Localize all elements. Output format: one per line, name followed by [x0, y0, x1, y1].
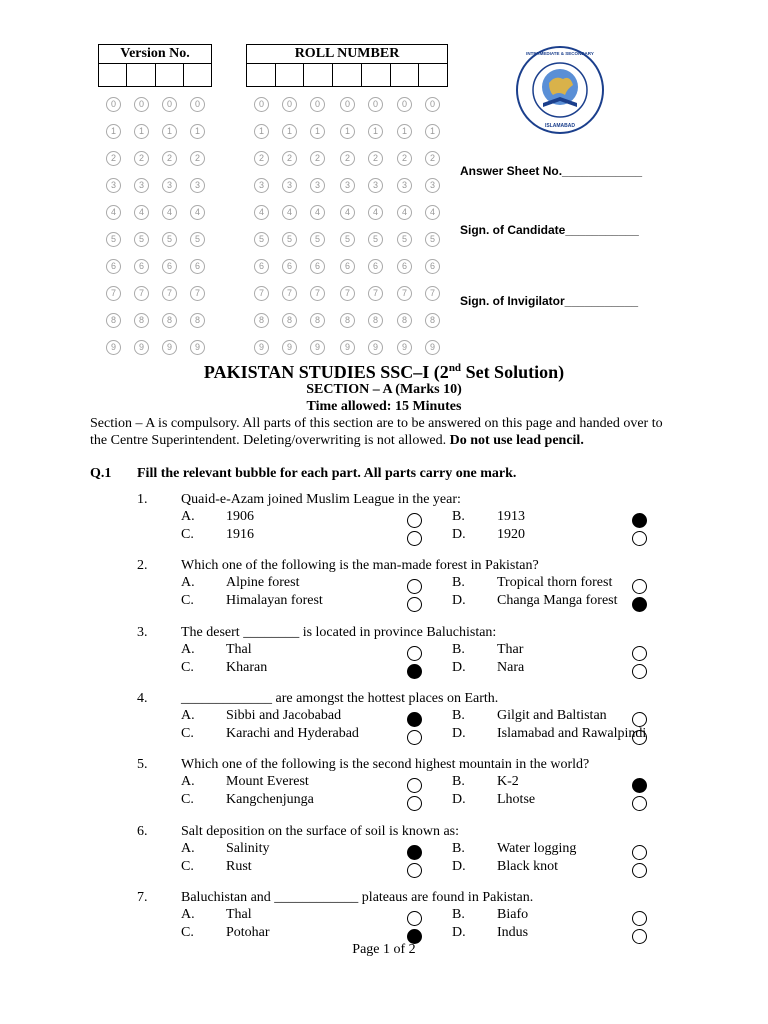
digit-bubble[interactable]: 8 [425, 313, 440, 328]
version-number-label: Version No. [99, 45, 211, 64]
option-text: Kangchenjunga [226, 792, 314, 807]
digit-bubble[interactable]: 7 [340, 286, 355, 301]
answer-bubble[interactable] [632, 730, 647, 745]
digit-bubble[interactable]: 5 [310, 232, 325, 247]
option-text: Thar [497, 642, 524, 657]
digit-bubble[interactable]: 2 [368, 151, 383, 166]
digit-bubble[interactable]: 1 [368, 124, 383, 139]
digit-bubble[interactable]: 3 [106, 178, 121, 193]
option-text: Alpine forest [226, 575, 300, 590]
answer-bubble[interactable] [407, 664, 422, 679]
option-letter: A. [181, 642, 195, 657]
digit-bubble[interactable]: 4 [190, 205, 205, 220]
option-letter: D. [452, 726, 466, 741]
answer-bubble[interactable] [407, 531, 422, 546]
question-number: 2. [137, 558, 148, 573]
answer-sheet-number-field[interactable]: Answer Sheet No.____________ [460, 164, 643, 178]
digit-bubble[interactable]: 2 [340, 151, 355, 166]
digit-bubble[interactable]: 1 [340, 124, 355, 139]
digit-bubble[interactable]: 9 [106, 340, 121, 355]
digit-bubble[interactable]: 5 [190, 232, 205, 247]
digit-bubble[interactable]: 0 [134, 97, 149, 112]
digit-bubble[interactable]: 0 [397, 97, 412, 112]
option-text: Potohar [226, 925, 270, 940]
option-text: Sibbi and Jacobabad [226, 708, 342, 723]
digit-bubble[interactable]: 4 [310, 205, 325, 220]
option-text: 1916 [226, 527, 254, 542]
option-text: Biafo [497, 907, 529, 922]
digit-bubble[interactable]: 2 [254, 151, 269, 166]
digit-bubble[interactable]: 3 [190, 178, 205, 193]
option-letter: C. [181, 859, 194, 874]
digit-bubble[interactable]: 9 [340, 340, 355, 355]
digit-bubble[interactable]: 6 [134, 259, 149, 274]
answer-bubble[interactable] [632, 531, 647, 546]
option-letter: B. [452, 841, 465, 856]
option-text: Himalayan forest [226, 593, 323, 608]
option-letter: A. [181, 841, 195, 856]
digit-bubble[interactable]: 5 [340, 232, 355, 247]
digit-bubble[interactable]: 3 [340, 178, 355, 193]
version-number-box [98, 44, 212, 87]
option-letter: C. [181, 593, 194, 608]
answer-bubble[interactable] [632, 863, 647, 878]
digit-bubble[interactable]: 7 [106, 286, 121, 301]
svg-text:INTERMEDIATE & SECONDARY: INTERMEDIATE & SECONDARY [526, 51, 594, 56]
section-heading: SECTION – A (Marks 10) [306, 382, 462, 397]
digit-bubble[interactable]: 1 [134, 124, 149, 139]
option-letter: B. [452, 774, 465, 789]
digit-bubble[interactable]: 2 [310, 151, 325, 166]
digit-bubble[interactable]: 9 [368, 340, 383, 355]
digit-bubble[interactable]: 1 [162, 124, 177, 139]
digit-bubble[interactable]: 6 [340, 259, 355, 274]
digit-bubble[interactable]: 3 [254, 178, 269, 193]
answer-bubble[interactable] [407, 845, 422, 860]
option-text: Rust [226, 859, 252, 874]
answer-bubble[interactable] [407, 796, 422, 811]
option-text: Changa Manga forest [497, 593, 618, 608]
question-number: 4. [137, 691, 148, 706]
option-text: Nara [497, 660, 525, 675]
answer-bubble[interactable] [407, 597, 422, 612]
digit-bubble[interactable]: 4 [340, 205, 355, 220]
digit-bubble-column [254, 97, 270, 367]
answer-bubble[interactable] [632, 845, 647, 860]
digit-bubble[interactable]: 4 [162, 205, 177, 220]
question-text: Salt deposition on the surface of soil is known as: [181, 824, 460, 839]
answer-bubble[interactable] [632, 778, 647, 793]
digit-bubble[interactable]: 6 [282, 259, 297, 274]
option-letter: B. [452, 642, 465, 657]
digit-bubble[interactable]: 4 [397, 205, 412, 220]
digit-bubble[interactable]: 0 [340, 97, 355, 112]
answer-bubble[interactable] [632, 513, 647, 528]
digit-bubble[interactable]: 1 [106, 124, 121, 139]
digit-bubble[interactable]: 1 [425, 124, 440, 139]
option-text: K-2 [497, 774, 519, 789]
digit-bubble[interactable]: 3 [134, 178, 149, 193]
digit-bubble[interactable]: 9 [254, 340, 269, 355]
question-text: Quaid-e-Azam joined Muslim League in the year: [181, 492, 461, 507]
option-text: 1913 [497, 509, 525, 524]
option-text: Thal [226, 642, 252, 657]
digit-bubble[interactable]: 0 [254, 97, 269, 112]
answer-bubble[interactable] [632, 911, 647, 926]
digit-bubble[interactable]: 6 [397, 259, 412, 274]
digit-bubble[interactable]: 4 [106, 205, 121, 220]
answer-bubble[interactable] [407, 712, 422, 727]
question-number: 7. [137, 890, 148, 905]
digit-bubble[interactable]: 8 [106, 313, 121, 328]
option-letter: A. [181, 774, 195, 789]
digit-bubble[interactable]: 3 [425, 178, 440, 193]
digit-bubble[interactable]: 4 [254, 205, 269, 220]
digit-bubble[interactable]: 1 [310, 124, 325, 139]
option-text: Water logging [497, 841, 577, 856]
digit-bubble-column [310, 97, 326, 367]
option-text: Thal [226, 907, 252, 922]
digit-bubble[interactable]: 9 [134, 340, 149, 355]
digit-bubble-column [190, 97, 206, 367]
digit-bubble[interactable]: 8 [282, 313, 297, 328]
digit-bubble[interactable]: 5 [282, 232, 297, 247]
option-text: Salinity [226, 841, 270, 856]
question-1-number: Q.1 [90, 466, 112, 481]
digit-bubble-column [106, 97, 122, 367]
digit-bubble[interactable]: 4 [425, 205, 440, 220]
digit-bubble[interactable]: 6 [310, 259, 325, 274]
digit-bubble-column [134, 97, 150, 367]
option-letter: C. [181, 792, 194, 807]
roll-number-box [246, 44, 448, 87]
digit-bubble[interactable]: 0 [368, 97, 383, 112]
digit-bubble[interactable]: 8 [190, 313, 205, 328]
instructions: Section – A is compulsory. All parts of this section are to be answered on this page and handed over to the Centre Superintendent. Deleting/overwriting is not allowed. Do not use lead pencil. [90, 416, 663, 448]
answer-bubble[interactable] [632, 597, 647, 612]
digit-bubble[interactable]: 6 [425, 259, 440, 274]
option-letter: A. [181, 509, 195, 524]
option-letter: B. [452, 509, 465, 524]
option-text: 1920 [497, 527, 525, 542]
candidate-signature-field[interactable]: Sign. of Candidate___________ [460, 223, 639, 237]
answer-bubble[interactable] [407, 778, 422, 793]
option-text: Islamabad and Rawalpindi [497, 726, 647, 741]
answer-bubble[interactable] [407, 730, 422, 745]
digit-bubble[interactable]: 1 [190, 124, 205, 139]
digit-bubble[interactable]: 1 [397, 124, 412, 139]
digit-bubble[interactable]: 2 [162, 151, 177, 166]
digit-bubble[interactable]: 0 [425, 97, 440, 112]
digit-bubble[interactable]: 9 [397, 340, 412, 355]
question-text: Which one of the following is the second highest mountain in the world? [181, 757, 590, 772]
digit-bubble[interactable]: 2 [134, 151, 149, 166]
option-letter: A. [181, 708, 195, 723]
option-letter: B. [452, 575, 465, 590]
digit-bubble[interactable]: 7 [425, 286, 440, 301]
digit-bubble[interactable]: 2 [425, 151, 440, 166]
digit-bubble[interactable]: 6 [254, 259, 269, 274]
digit-bubble[interactable]: 8 [134, 313, 149, 328]
digit-bubble[interactable]: 7 [254, 286, 269, 301]
page-title: PAKISTAN STUDIES SSC–I (2nd Set Solution) [203, 362, 565, 382]
digit-bubble-column [368, 97, 384, 367]
digit-bubble[interactable]: 5 [106, 232, 121, 247]
digit-bubble[interactable]: 9 [425, 340, 440, 355]
board-logo [515, 45, 605, 135]
answer-bubble[interactable] [407, 863, 422, 878]
option-letter: D. [452, 792, 466, 807]
digit-bubble-column [425, 97, 441, 367]
option-letter: C. [181, 660, 194, 675]
option-letter: D. [452, 660, 466, 675]
question-number: 3. [137, 625, 148, 640]
option-text: Black knot [497, 859, 559, 874]
digit-bubble[interactable]: 8 [340, 313, 355, 328]
question-text: Which one of the following is the man-made forest in Pakistan? [181, 558, 539, 573]
option-letter: A. [181, 907, 195, 922]
option-letter: A. [181, 575, 195, 590]
option-letter: D. [452, 593, 466, 608]
option-text: Tropical thorn forest [497, 575, 613, 590]
option-text: 1906 [226, 509, 254, 524]
digit-bubble[interactable]: 2 [397, 151, 412, 166]
answer-bubble[interactable] [632, 579, 647, 594]
answer-bubble[interactable] [632, 664, 647, 679]
digit-bubble[interactable]: 6 [368, 259, 383, 274]
digit-bubble-column [397, 97, 413, 367]
digit-bubble[interactable]: 4 [134, 205, 149, 220]
option-text: Mount Everest [226, 774, 309, 789]
question-text: _____________ are amongst the hottest places on Earth. [181, 691, 499, 706]
option-letter: C. [181, 527, 194, 542]
digit-bubble[interactable]: 7 [162, 286, 177, 301]
digit-bubble[interactable]: 8 [368, 313, 383, 328]
digit-bubble[interactable]: 9 [282, 340, 297, 355]
svg-text:ISLAMABAD: ISLAMABAD [545, 123, 575, 129]
digit-bubble[interactable]: 9 [162, 340, 177, 355]
digit-bubble[interactable]: 7 [397, 286, 412, 301]
digit-bubble[interactable]: 6 [190, 259, 205, 274]
digit-bubble[interactable]: 6 [162, 259, 177, 274]
answer-bubble[interactable] [407, 911, 422, 926]
digit-bubble-column [282, 97, 298, 367]
digit-bubble[interactable]: 5 [368, 232, 383, 247]
answer-bubble[interactable] [407, 579, 422, 594]
option-text: Indus [497, 925, 529, 940]
option-letter: D. [452, 859, 466, 874]
option-letter: C. [181, 925, 194, 940]
invigilator-signature-field[interactable]: Sign. of Invigilator___________ [460, 294, 639, 308]
digit-bubble-column [162, 97, 178, 367]
option-letter: D. [452, 527, 466, 542]
question-number: 1. [137, 492, 148, 507]
digit-bubble[interactable]: 4 [368, 205, 383, 220]
question-number: 6. [137, 824, 148, 839]
digit-bubble[interactable]: 2 [282, 151, 297, 166]
option-text: Gilgit and Baltistan [497, 708, 607, 723]
option-text: Karachi and Hyderabad [226, 726, 359, 741]
answer-bubble[interactable] [407, 646, 422, 661]
digit-bubble[interactable]: 7 [134, 286, 149, 301]
digit-bubble[interactable]: 2 [106, 151, 121, 166]
digit-bubble[interactable]: 5 [397, 232, 412, 247]
digit-bubble[interactable]: 3 [397, 178, 412, 193]
answer-bubble[interactable] [632, 796, 647, 811]
digit-bubble[interactable]: 9 [190, 340, 205, 355]
option-text: Lhotse [497, 792, 536, 807]
digit-bubble[interactable]: 0 [162, 97, 177, 112]
digit-bubble[interactable]: 5 [162, 232, 177, 247]
digit-bubble[interactable]: 3 [310, 178, 325, 193]
digit-bubble[interactable]: 0 [190, 97, 205, 112]
digit-bubble[interactable]: 8 [397, 313, 412, 328]
question-text: The desert ________ is located in province Baluchistan: [181, 625, 497, 640]
digit-bubble[interactable]: 8 [254, 313, 269, 328]
digit-bubble[interactable]: 8 [162, 313, 177, 328]
digit-bubble[interactable]: 2 [190, 151, 205, 166]
digit-bubble[interactable]: 1 [254, 124, 269, 139]
digit-bubble[interactable]: 8 [310, 313, 325, 328]
option-text: Kharan [226, 660, 268, 675]
digit-bubble[interactable]: 6 [106, 259, 121, 274]
digit-bubble[interactable]: 4 [282, 205, 297, 220]
answer-bubble[interactable] [632, 712, 647, 727]
roll-number-label: ROLL NUMBER [247, 45, 447, 64]
digit-bubble[interactable]: 3 [162, 178, 177, 193]
digit-bubble-column [340, 97, 356, 367]
answer-bubble[interactable] [632, 646, 647, 661]
digit-bubble[interactable]: 3 [282, 178, 297, 193]
answer-bubble[interactable] [407, 513, 422, 528]
digit-bubble[interactable]: 0 [282, 97, 297, 112]
digit-bubble[interactable]: 0 [106, 97, 121, 112]
digit-bubble[interactable]: 7 [368, 286, 383, 301]
digit-bubble[interactable]: 7 [190, 286, 205, 301]
question-1-instruction: Fill the relevant bubble for each part. All parts carry one mark. [137, 466, 517, 481]
time-allowed: Time allowed: 15 Minutes [306, 399, 462, 414]
option-letter: D. [452, 925, 466, 940]
option-letter: B. [452, 907, 465, 922]
digit-bubble[interactable]: 5 [254, 232, 269, 247]
page-number: Page 1 of 2 [352, 942, 416, 957]
digit-bubble[interactable]: 3 [368, 178, 383, 193]
digit-bubble[interactable]: 0 [310, 97, 325, 112]
digit-bubble[interactable]: 9 [310, 340, 325, 355]
digit-bubble[interactable]: 7 [310, 286, 325, 301]
digit-bubble[interactable]: 1 [282, 124, 297, 139]
option-letter: C. [181, 726, 194, 741]
digit-bubble[interactable]: 5 [134, 232, 149, 247]
digit-bubble[interactable]: 7 [282, 286, 297, 301]
question-number: 5. [137, 757, 148, 772]
question-text: Baluchistan and ____________ plateaus are found in Pakistan. [181, 890, 534, 905]
digit-bubble[interactable]: 5 [425, 232, 440, 247]
option-letter: B. [452, 708, 465, 723]
